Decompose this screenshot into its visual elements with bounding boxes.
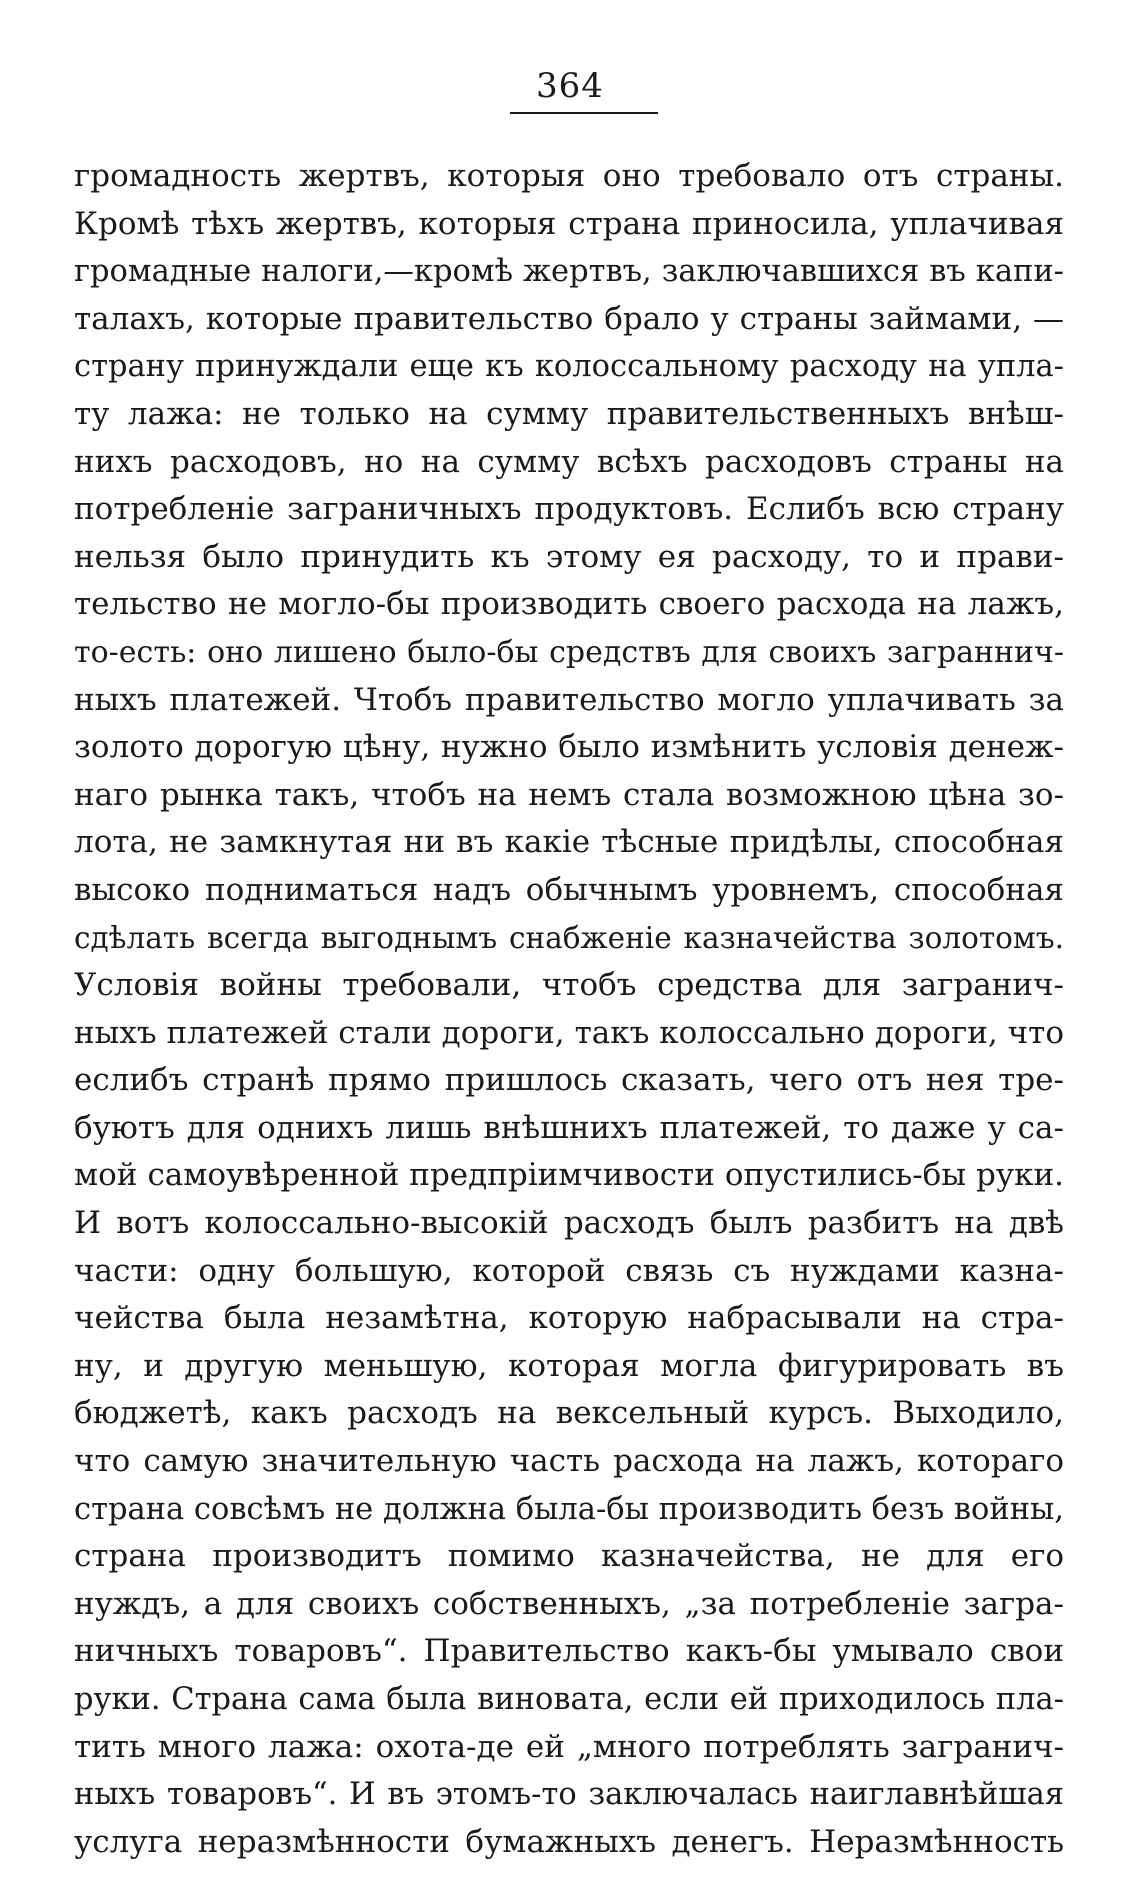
text-line: руки. Страна сама была виновата, если ей приходилось пла- <box>74 1682 1064 1717</box>
text-line: талахъ, которые правительство брало у страны займами, — <box>74 300 1064 337</box>
text-line: ныхъ платежей стали дороги, такъ колоссально дороги, что <box>74 1014 1064 1051</box>
text-line: страна совсѣмъ не должна была-бы производить безъ войны, <box>74 1491 1064 1527</box>
text-line: нельзя было принудить къ этому ея расходу, то и прави- <box>74 538 1064 575</box>
text-line: громадность жертвъ, которыя оно требовало отъ страны. <box>74 158 1064 194</box>
text-line: части: одну большую, которой связь съ нуждами казна- <box>74 1252 1064 1289</box>
text-line: что самую значительную часть расхода на лажъ, котораго <box>74 1443 1064 1480</box>
page-number-rule <box>510 112 658 114</box>
text-line: лота, не замкнутая ни въ какіе тѣсные придѣлы, способная <box>74 824 1064 861</box>
page-number: 364 <box>536 66 604 106</box>
text-line: то-есть: оно лишено было-бы средствъ для своихъ заграннич- <box>74 634 1064 670</box>
text-line: высоко подниматься надъ обычнымъ уровнемъ, способная <box>74 871 1064 908</box>
text-line: еслибъ странѣ прямо пришлось сказать, чего отъ нея тре- <box>74 1062 1064 1099</box>
text-line: Условія войны требовали, чтобъ средства для загранич- <box>74 967 1064 1004</box>
text-line: нуждъ, а для своихъ собственныхъ, „за потребленіе загра- <box>74 1585 1064 1622</box>
text-line: нихъ расходовъ, но на сумму всѣхъ расходовъ страны на <box>74 443 1064 480</box>
text-line: И вотъ колоссально-высокій расходъ былъ разбитъ на двѣ <box>74 1205 1064 1242</box>
text-line: страна производитъ помимо казначейства, не для его <box>74 1538 1064 1575</box>
text-line: ту лажа: не только на сумму правительственныхъ внѣш- <box>74 395 1064 432</box>
text-line: громадные налоги,—кромѣ жертвъ, заключавшихся въ капи- <box>74 254 1064 290</box>
text-line: услуга неразмѣнности бумажныхъ денегъ. Неразмѣнность <box>74 1823 1064 1860</box>
text-line: ничныхъ товаровъ“. Правительство какъ-бы умывало свои <box>74 1633 1064 1670</box>
text-line: ныхъ платежей. Чтобъ правительство могло уплачивать за <box>74 681 1064 718</box>
text-line: тить много лажа: охота-де ей „много потреблять загранич- <box>74 1728 1064 1765</box>
text-line: ну, и другую меньшую, которая могла фигурировать въ <box>74 1347 1064 1384</box>
text-line: сдѣлать всегда выгоднымъ снабженіе казначейства золотомъ. <box>74 920 1064 955</box>
text-line: золото дорогую цѣну, нужно было измѣнить условія денеж- <box>74 729 1064 766</box>
text-line: Кромѣ тѣхъ жертвъ, которыя страна приносила, уплачивая <box>74 205 1064 242</box>
text-line: мой самоувѣренной предпріимчивости опустились-бы руки. <box>74 1157 1064 1194</box>
text-line: наго рынка такъ, чтобъ на немъ стала возможною цѣна зо- <box>74 776 1064 813</box>
text-line: чейства была незамѣтна, которую набрасывали на стра- <box>74 1300 1064 1337</box>
text-line: потребленіе заграничныхъ продуктовъ. Еслибъ всю страну <box>74 491 1064 528</box>
text-line: тельство не могло-бы производить своего расхода на лажъ, <box>74 586 1064 623</box>
text-line: страну принуждали еще къ колоссальному расходу на упла- <box>74 349 1064 385</box>
text-line: ныхъ товаровъ“. И въ этомъ-то заключалась наиглавнѣйшая <box>74 1777 1064 1813</box>
text-line: бюджетѣ, какъ расходъ на вексельный курсъ. Выходило, <box>74 1395 1064 1432</box>
text-line: буютъ для однихъ лишь внѣшнихъ платежей, то даже у са- <box>74 1109 1064 1146</box>
body-text <box>74 153 1064 1866</box>
